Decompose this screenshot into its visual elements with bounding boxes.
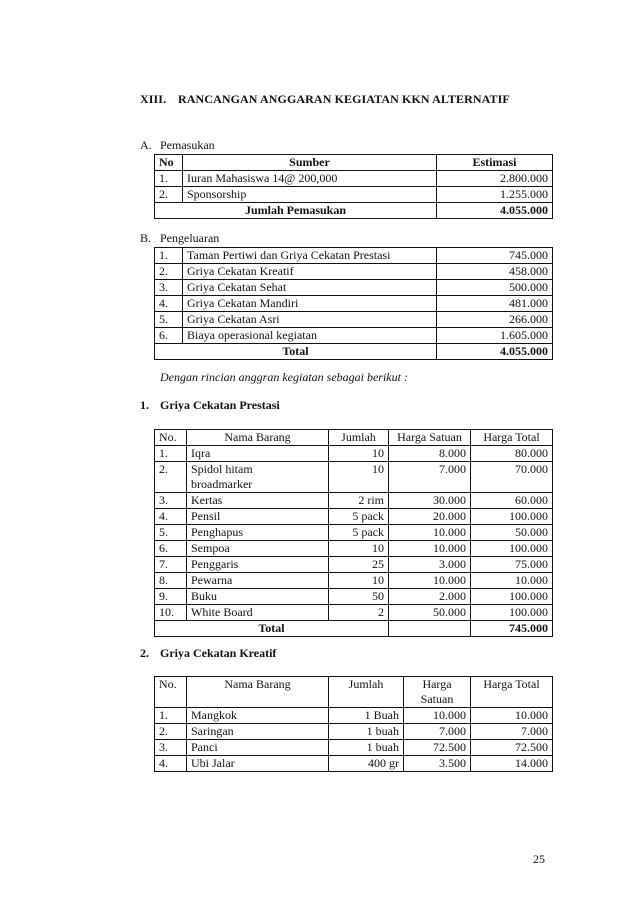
table-row: 2. Griya Cekatan Kreatif 458.000: [155, 264, 553, 280]
table-row: 4. Pensil 5 pack 20.000 100.000: [155, 509, 553, 525]
table-row: 9. Buku 50 2.000 100.000: [155, 589, 553, 605]
expense-table: [154, 247, 553, 360]
table-row: 1. Iuran Mahasiswa 14@ 200,000 2.800.000: [155, 171, 553, 187]
table-header-row: No. Nama Barang Jumlah Harga Satuan Harga Total: [155, 430, 553, 446]
section-number: XIII.: [140, 92, 167, 106]
table-row: 4. Griya Cekatan Mandiri 481.000: [155, 296, 553, 312]
section-heading: RANCANGAN ANGGARAN KEGIATAN KKN ALTERNATIF: [178, 92, 510, 106]
section2-table: [154, 676, 553, 772]
table-row: 10. White Board 2 50.000 100.000: [155, 605, 553, 621]
table-header-row: No Sumber Estimasi: [155, 155, 553, 171]
table-row: 3. Panci 1 buah 72.500 72.500: [155, 740, 553, 756]
table-row: 3. Kertas 2 rim 30.000 60.000: [155, 493, 553, 509]
intro-text: Dengan rincian anggran kegiatan sebagai berikut :: [160, 370, 408, 384]
table-row: 2. Sponsorship 1.255.000: [155, 187, 553, 203]
section1-table: [154, 429, 553, 637]
table-total-row: Total 4.055.000: [155, 344, 553, 360]
table-row: 6. Biaya operasional kegiatan 1.605.000: [155, 328, 553, 344]
table-row: 1. Mangkok 1 Buah 10.000 10.000: [155, 708, 553, 724]
income-label: A. Pemasukan: [140, 138, 215, 152]
section1-title: 1. Griya Cekatan Prestasi: [140, 398, 280, 412]
table-total-row: Total 745.000: [155, 621, 553, 637]
table-header-row: No. Nama Barang Jumlah Harga Satuan Harga Total: [155, 677, 553, 708]
page-title: [140, 92, 510, 107]
table-row: 1. Iqra 10 8.000 80.000: [155, 446, 553, 462]
table-row: 8. Pewarna 10 10.000 10.000: [155, 573, 553, 589]
table-row: 2. Spidol hitam broadmarker 10 7.000 70.000: [155, 462, 553, 493]
table-row: 1. Taman Pertiwi dan Griya Cekatan Prestasi 745.000: [155, 248, 553, 264]
expense-label: B. Pengeluaran: [140, 231, 220, 245]
table-row: 6. Sempoa 10 10.000 100.000: [155, 541, 553, 557]
table-row: 7. Penggaris 25 3.000 75.000: [155, 557, 553, 573]
table-row: 5. Penghapus 5 pack 10.000 50.000: [155, 525, 553, 541]
table-row: 2. Saringan 1 buah 7.000 7.000: [155, 724, 553, 740]
table-total-row: Jumlah Pemasukan 4.055.000: [155, 203, 553, 219]
table-row: 3. Griya Cekatan Sehat 500.000: [155, 280, 553, 296]
section2-title: 2. Griya Cekatan Kreatif: [140, 646, 277, 660]
table-row: 4. Ubi Jalar 400 gr 3.500 14.000: [155, 756, 553, 772]
page-number: 25: [533, 852, 545, 866]
table-row: 5. Griya Cekatan Asri 266.000: [155, 312, 553, 328]
income-table: [154, 154, 553, 219]
